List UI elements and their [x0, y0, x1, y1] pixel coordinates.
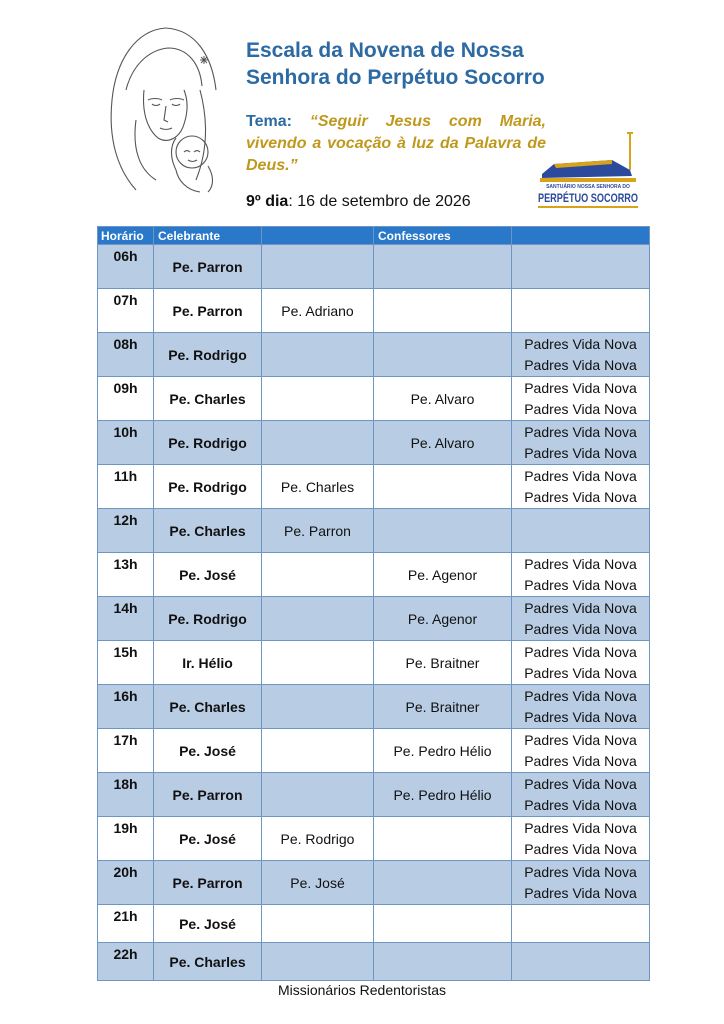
celebrant-cell: Pe. Parron	[154, 861, 262, 905]
confessor-cell-1	[262, 773, 374, 817]
hour-cell: 20h	[98, 861, 154, 905]
confessor-cell-1	[262, 553, 374, 597]
footer-text: Missionários Redentoristas	[277, 982, 447, 998]
celebrant-cell: Ir. Hélio	[154, 641, 262, 685]
title-line-1: Escala da Novena de Nossa	[246, 39, 524, 62]
confessor-cell-2: Pe. Alvaro	[374, 377, 512, 421]
hour-cell: 14h	[98, 597, 154, 641]
celebrant-cell: Pe. Rodrigo	[154, 597, 262, 641]
confessor-cell-1	[262, 943, 374, 981]
table-row	[98, 377, 650, 421]
vida-nova-line: Padres Vida Nova	[524, 444, 637, 461]
confessor-cell-2: Pe. Agenor	[374, 553, 512, 597]
table-row	[98, 245, 650, 289]
table-row	[98, 817, 650, 861]
theme-block	[246, 111, 546, 177]
confessor-cell-1	[262, 905, 374, 943]
table-row	[98, 289, 650, 333]
hour-cell: 07h	[98, 289, 154, 333]
confessor-cell-1	[262, 421, 374, 465]
confessor-cell-2: Pe. Alvaro	[374, 421, 512, 465]
vida-nova-cell	[512, 641, 650, 685]
celebrant-cell: Pe. Charles	[154, 509, 262, 553]
confessor-cell-2: Pe. Agenor	[374, 597, 512, 641]
confessor-cell-1: Pe. Adriano	[262, 289, 374, 333]
header-confessores: Confessores	[374, 227, 512, 245]
celebrant-cell: Pe. Rodrigo	[154, 421, 262, 465]
vida-nova-line: Padres Vida Nova	[524, 863, 637, 880]
header-celebrante: Celebrante	[154, 227, 262, 245]
vida-nova-line: Padres Vida Nova	[524, 796, 637, 813]
schedule-table	[97, 226, 650, 981]
vida-nova-line: Padres Vida Nova	[524, 620, 637, 637]
vida-nova-cell	[512, 773, 650, 817]
celebrant-cell: Pe. Charles	[154, 377, 262, 421]
confessor-cell-2	[374, 817, 512, 861]
hour-cell: 06h	[98, 245, 154, 289]
header-horario: Horário	[98, 227, 154, 245]
celebrant-cell: Pe. José	[154, 553, 262, 597]
vida-nova-line: Padres Vida Nova	[524, 731, 637, 748]
vida-nova-line: Padres Vida Nova	[524, 752, 637, 769]
hour-cell: 08h	[98, 333, 154, 377]
day-line	[246, 193, 471, 211]
confessor-cell-2	[374, 905, 512, 943]
vida-nova-line: Padres Vida Nova	[524, 664, 637, 681]
vida-nova-cell	[512, 245, 650, 289]
vida-nova-line: Padres Vida Nova	[524, 884, 637, 901]
table-header-row	[98, 227, 650, 245]
table-row	[98, 509, 650, 553]
table-row	[98, 685, 650, 729]
celebrant-cell: Pe. Rodrigo	[154, 465, 262, 509]
table-row	[98, 943, 650, 981]
header-blank-1	[262, 227, 374, 245]
celebrant-cell: Pe. José	[154, 817, 262, 861]
title-line-2: Senhora do Perpétuo Socorro	[246, 66, 545, 89]
vida-nova-cell	[512, 553, 650, 597]
confessor-cell-1	[262, 729, 374, 773]
theme-text: “Seguir Jesus com Maria, vivendo a vocação à luz da Palavra de Deus.”	[246, 113, 546, 174]
confessor-cell-2: Pe. Braitner	[374, 641, 512, 685]
vida-nova-cell	[512, 817, 650, 861]
vida-nova-line: Padres Vida Nova	[524, 819, 637, 836]
day-date: : 16 de setembro de 2026	[288, 193, 471, 210]
table-row	[98, 729, 650, 773]
confessor-cell-1	[262, 685, 374, 729]
hour-cell: 21h	[98, 905, 154, 943]
confessor-cell-2	[374, 465, 512, 509]
confessor-cell-2	[374, 861, 512, 905]
vida-nova-line: Padres Vida Nova	[524, 687, 637, 704]
vida-nova-line: Padres Vida Nova	[524, 379, 637, 396]
confessor-cell-2	[374, 943, 512, 981]
confessor-cell-1: Pe. José	[262, 861, 374, 905]
vida-nova-line: Padres Vida Nova	[524, 599, 637, 616]
table-row	[98, 861, 650, 905]
vida-nova-line: Padres Vida Nova	[524, 708, 637, 725]
logo-big-text: PERPÉTUO SOCORRO	[538, 191, 670, 205]
hour-cell: 11h	[98, 465, 154, 509]
celebrant-cell: Pe. Parron	[154, 773, 262, 817]
celebrant-cell: Pe. Charles	[154, 943, 262, 981]
table-row	[98, 773, 650, 817]
vida-nova-cell	[512, 729, 650, 773]
hour-cell: 19h	[98, 817, 154, 861]
day-label: 9º dia	[246, 193, 289, 210]
confessor-cell-1: Pe. Charles	[262, 465, 374, 509]
vida-nova-line: Padres Vida Nova	[524, 643, 637, 660]
confessor-cell-2: Pe. Pedro Hélio	[374, 773, 512, 817]
vida-nova-cell	[512, 685, 650, 729]
confessor-cell-1: Pe. Parron	[262, 509, 374, 553]
vida-nova-cell	[512, 289, 650, 333]
celebrant-cell: Pe. Parron	[154, 289, 262, 333]
celebrant-cell: Pe. Rodrigo	[154, 333, 262, 377]
vida-nova-cell	[512, 597, 650, 641]
confessor-cell-1	[262, 377, 374, 421]
vida-nova-cell	[512, 333, 650, 377]
hour-cell: 10h	[98, 421, 154, 465]
hour-cell: 12h	[98, 509, 154, 553]
celebrant-cell: Pe. José	[154, 729, 262, 773]
vida-nova-line: Padres Vida Nova	[524, 400, 637, 417]
hour-cell: 22h	[98, 943, 154, 981]
celebrant-cell: Pe. Charles	[154, 685, 262, 729]
confessor-cell-2: Pe. Braitner	[374, 685, 512, 729]
table-row	[98, 641, 650, 685]
vida-nova-line: Padres Vida Nova	[524, 840, 637, 857]
confessor-cell-2	[374, 245, 512, 289]
vida-nova-cell	[512, 377, 650, 421]
vida-nova-line: Padres Vida Nova	[524, 356, 637, 373]
vida-nova-cell	[512, 509, 650, 553]
confessor-cell-2: Pe. Pedro Hélio	[374, 729, 512, 773]
vida-nova-line: Padres Vida Nova	[524, 576, 637, 593]
logo-small-text: SANTUÁRIO NOSSA SENHORA DO	[546, 184, 630, 190]
confessor-cell-1	[262, 641, 374, 685]
vida-nova-cell	[512, 943, 650, 981]
hour-cell: 18h	[98, 773, 154, 817]
vida-nova-cell	[512, 905, 650, 943]
page-title	[246, 37, 566, 91]
confessor-cell-2	[374, 509, 512, 553]
confessor-cell-1	[262, 597, 374, 641]
table-row	[98, 465, 650, 509]
vida-nova-line: Padres Vida Nova	[524, 555, 637, 572]
vida-nova-line: Padres Vida Nova	[524, 423, 637, 440]
celebrant-cell: Pe. Parron	[154, 245, 262, 289]
confessor-cell-2	[374, 333, 512, 377]
hour-cell: 13h	[98, 553, 154, 597]
vida-nova-line: Padres Vida Nova	[524, 335, 637, 352]
hour-cell: 09h	[98, 377, 154, 421]
vida-nova-cell	[512, 465, 650, 509]
hour-cell: 17h	[98, 729, 154, 773]
table-row	[98, 905, 650, 943]
vida-nova-line: Padres Vida Nova	[524, 467, 637, 484]
celebrant-cell: Pe. José	[154, 905, 262, 943]
vida-nova-line: Padres Vida Nova	[524, 488, 637, 505]
confessor-cell-2	[374, 289, 512, 333]
our-lady-icon	[96, 20, 236, 195]
theme-label: Tema:	[246, 113, 292, 130]
confessor-cell-1	[262, 333, 374, 377]
hour-cell: 16h	[98, 685, 154, 729]
vida-nova-cell	[512, 421, 650, 465]
table-row	[98, 333, 650, 377]
confessor-cell-1: Pe. Rodrigo	[262, 817, 374, 861]
confessor-cell-1	[262, 245, 374, 289]
hour-cell: 15h	[98, 641, 154, 685]
table-row	[98, 421, 650, 465]
header-blank-2	[512, 227, 650, 245]
vida-nova-line: Padres Vida Nova	[524, 775, 637, 792]
table-row	[98, 597, 650, 641]
vida-nova-cell	[512, 861, 650, 905]
table-row	[98, 553, 650, 597]
sanctuary-logo	[532, 130, 670, 216]
